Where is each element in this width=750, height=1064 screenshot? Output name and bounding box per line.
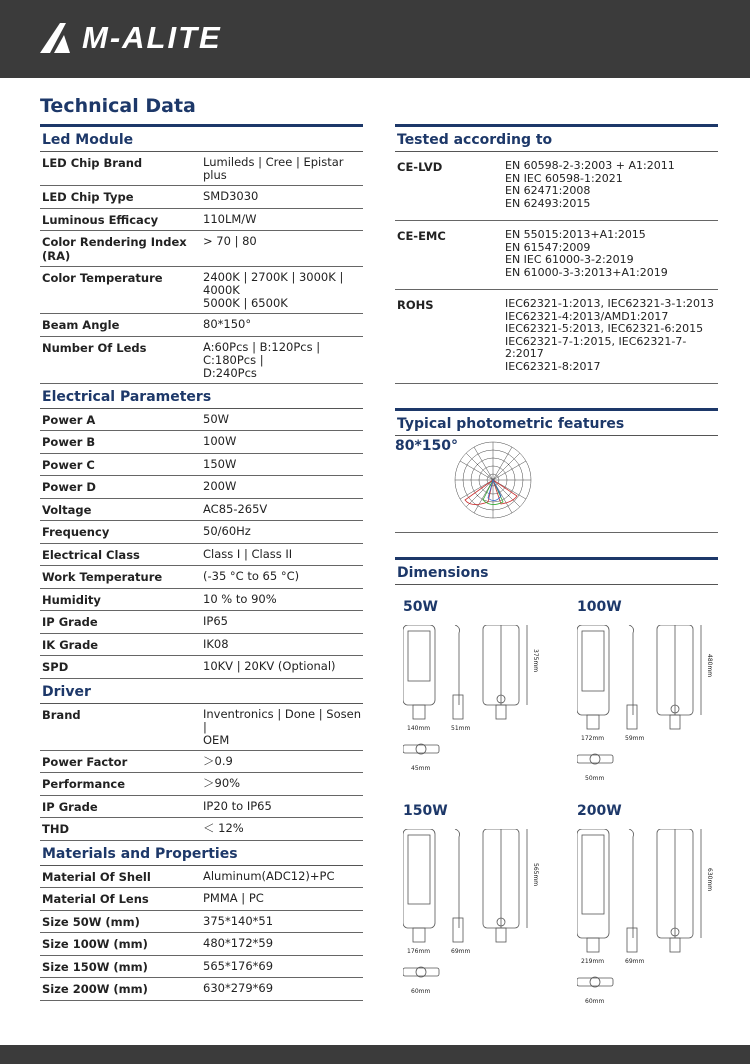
length-label: 480mm <box>706 654 713 678</box>
spec-label: IP Grade <box>42 799 98 814</box>
spec-row <box>40 476 363 499</box>
length-label: 630mm <box>706 867 713 891</box>
spec-value: 200W <box>203 479 237 493</box>
spec-row <box>40 818 363 841</box>
bracket-label: 45mm <box>411 765 431 772</box>
spec-row <box>40 152 363 186</box>
spec-label: Size 150W (mm) <box>42 959 148 974</box>
dimension-power: 150W <box>403 803 448 819</box>
spec-row <box>40 337 363 384</box>
spec-value: 50/60Hz <box>203 524 251 538</box>
spec-label: Electrical Class <box>42 547 140 562</box>
spec-row <box>40 911 363 934</box>
spec-value: 10KV | 20KV (Optional) <box>203 659 336 673</box>
dimension-150w <box>403 803 563 1008</box>
spec-row <box>40 956 363 979</box>
standard-label: ROHS <box>397 298 434 312</box>
standard-label: CE-EMC <box>397 229 446 243</box>
standard-list <box>505 160 716 210</box>
spec-label: Power B <box>42 435 96 449</box>
luminaire-drawing <box>403 625 553 785</box>
spec-label: SPD <box>42 660 69 674</box>
dimension-100w <box>577 599 737 795</box>
bracket-label: 60mm <box>411 988 431 995</box>
spec-row <box>40 314 363 337</box>
spec-label: Brand <box>42 707 81 722</box>
depth-label: 69mm <box>625 958 645 965</box>
spec-value: IP65 <box>203 614 228 628</box>
length-label: 375mm <box>532 649 539 673</box>
spec-value: SMD3030 <box>203 189 259 203</box>
spec-label: Material Of Shell <box>42 869 151 884</box>
spec-value: 80*150° <box>203 317 252 331</box>
spec-label: Power D <box>42 480 96 494</box>
spec-row <box>40 888 363 911</box>
bracket-label: 50mm <box>585 775 605 782</box>
dimension-power: 50W <box>403 599 438 615</box>
spec-row <box>40 773 363 796</box>
spec-label: Number Of Leds <box>42 340 147 355</box>
right-column <box>395 124 718 1055</box>
spec-label: Humidity <box>42 592 101 607</box>
dimensions-heading: Dimensions <box>395 557 718 585</box>
spec-value: 375*140*51 <box>203 913 274 928</box>
bracket-label: 60mm <box>585 998 605 1005</box>
left-column <box>40 124 363 1001</box>
spec-value: 2400K | 2700K | 3000K | 4000K 5000K | 6500K <box>203 270 344 310</box>
standard-row <box>395 152 718 221</box>
spec-label: IP Grade <box>42 615 98 629</box>
spec-label: Color Rendering Index (RA) <box>42 235 187 263</box>
length-label: 565mm <box>532 862 539 886</box>
spec-row <box>40 209 363 232</box>
spec-value: Lumileds | Cree | Epistar plus <box>203 155 344 182</box>
spec-row <box>40 186 363 209</box>
dimension-200w <box>577 803 737 1018</box>
dimension-power: 200W <box>577 803 622 819</box>
brand-logo <box>40 20 222 56</box>
spec-value: A:60Pcs | B:120Pcs | C:180Pcs | D:240Pcs <box>203 339 321 380</box>
standard-item: EN 62471:2008 <box>505 184 591 197</box>
standard-item: EN 60598-2-3:2003 + A1:2011 <box>505 159 675 172</box>
standard-item: IEC62321-1:2013, IEC62321-3-1:2013 <box>505 297 715 310</box>
driver-heading: Driver <box>40 684 363 704</box>
spec-row <box>40 634 363 657</box>
header-bar <box>0 0 750 78</box>
luminaire-drawing <box>403 829 553 1008</box>
tested-heading: Tested according to <box>395 124 718 152</box>
spec-row <box>40 704 363 751</box>
standard-item: IEC62321-4:2013/AMD1:2017 <box>505 309 669 323</box>
depth-label: 69mm <box>451 948 471 955</box>
spec-row <box>40 866 363 889</box>
standard-label: CE-LVD <box>397 160 443 174</box>
spec-row <box>40 521 363 544</box>
spec-value: Aluminum(ADC12)+PC <box>203 868 335 883</box>
width-label: 176mm <box>407 948 431 955</box>
spec-label: Work Temperature <box>42 570 163 584</box>
spec-label: LED Chip Type <box>42 190 134 204</box>
spec-value: PMMA | PC <box>203 891 264 905</box>
spec-row <box>40 751 363 774</box>
photometric-panel <box>395 436 718 533</box>
polar-diagram <box>443 438 543 530</box>
spec-row <box>40 978 363 1001</box>
photometric-heading: Typical photometric features <box>395 408 718 436</box>
spec-label: Size 50W (mm) <box>42 914 140 929</box>
logo-mark-icon <box>40 23 76 53</box>
depth-label: 51mm <box>451 725 471 732</box>
width-label: 219mm <box>581 958 605 965</box>
dimension-50w <box>403 599 563 785</box>
materials-heading: Materials and Properties <box>40 846 363 866</box>
spec-row <box>40 499 363 522</box>
spec-label: Voltage <box>42 502 92 517</box>
spec-label: Frequency <box>42 525 110 539</box>
spec-value: ＜ 12% <box>203 821 244 835</box>
spec-value: 565*176*69 <box>203 958 274 973</box>
standard-list <box>505 229 716 279</box>
standard-item: EN 55015:2013+A1:2015 <box>505 228 646 241</box>
depth-label: 59mm <box>625 735 645 742</box>
beam-angle-label: 80*150° <box>395 438 459 454</box>
standard-item: IEC62321-5:2013, IEC62321-6:2015 <box>505 322 704 335</box>
spec-row <box>40 589 363 612</box>
spec-value: 100W <box>203 434 237 448</box>
luminaire-drawing <box>577 829 727 1018</box>
spec-label: Size 100W (mm) <box>42 937 148 951</box>
spec-row <box>40 566 363 589</box>
spec-value: (-35 °C to 65 °C) <box>203 569 300 583</box>
spec-value: AC85-265V <box>203 501 268 516</box>
spec-value: 10 % to 90% <box>203 591 277 606</box>
spec-label: Power Factor <box>42 754 128 769</box>
spec-row <box>40 409 363 432</box>
spec-label: IK Grade <box>42 637 99 652</box>
brand-name: M-ALITE <box>82 20 222 55</box>
spec-label: Power C <box>42 457 95 472</box>
standard-item: IEC62321-7-1:2015, IEC62321-7-2:2017 <box>505 334 687 360</box>
spec-label: LED Chip Brand <box>42 156 143 170</box>
standard-row <box>395 290 718 384</box>
spec-row <box>40 231 363 267</box>
width-label: 172mm <box>581 735 605 742</box>
spec-value: > 70 | 80 <box>203 234 257 248</box>
electrical-heading: Electrical Parameters <box>40 389 363 409</box>
spec-value: Inventronics | Done | Sosen | OEM <box>203 706 361 747</box>
standard-list <box>505 298 716 373</box>
spec-label: THD <box>42 822 70 836</box>
luminaire-drawing <box>577 625 727 795</box>
spec-label: Luminous Efficacy <box>42 212 159 227</box>
spec-row <box>40 544 363 567</box>
spec-value: IP20 to IP65 <box>203 798 272 813</box>
spec-label: Performance <box>42 777 126 791</box>
spec-row <box>40 796 363 819</box>
spec-row <box>40 454 363 477</box>
standard-item: EN 61000-3-3:2013+A1:2019 <box>505 265 668 279</box>
spec-row <box>40 267 363 314</box>
standard-item: EN 62493:2015 <box>505 196 591 210</box>
page-title: Technical Data <box>40 95 196 117</box>
dimensions-panel <box>395 585 718 1055</box>
spec-label: Size 200W (mm) <box>42 982 148 996</box>
spec-row <box>40 431 363 454</box>
spec-value: Class I | Class II <box>203 546 293 561</box>
standard-item: EN IEC 60598-1:2021 <box>505 171 623 185</box>
dimension-power: 100W <box>577 599 622 615</box>
spec-value: 50W <box>203 411 230 426</box>
spec-value: 480*172*59 <box>203 936 274 950</box>
footer-bar <box>0 1045 750 1064</box>
spec-row <box>40 933 363 956</box>
width-label: 140mm <box>407 725 431 732</box>
led-module-heading: Led Module <box>40 124 363 152</box>
spec-value: 150W <box>203 456 237 471</box>
spec-value: ＞90% <box>203 776 241 790</box>
spec-label: Beam Angle <box>42 318 120 332</box>
spec-value: 110LM/W <box>203 211 257 226</box>
spec-value: ＞0.9 <box>203 753 233 768</box>
spec-value: 630*279*69 <box>203 981 274 995</box>
spec-label: Color Temperature <box>42 271 163 285</box>
spec-row <box>40 611 363 634</box>
standard-row <box>395 221 718 290</box>
standard-item: EN 61547:2009 <box>505 240 591 254</box>
standard-item: IEC62321-8:2017 <box>505 359 601 373</box>
standard-item: EN IEC 61000-3-2:2019 <box>505 253 634 266</box>
spec-value: IK08 <box>203 636 229 651</box>
spec-label: Material Of Lens <box>42 892 149 906</box>
spec-label: Power A <box>42 412 96 427</box>
spec-row <box>40 656 363 679</box>
